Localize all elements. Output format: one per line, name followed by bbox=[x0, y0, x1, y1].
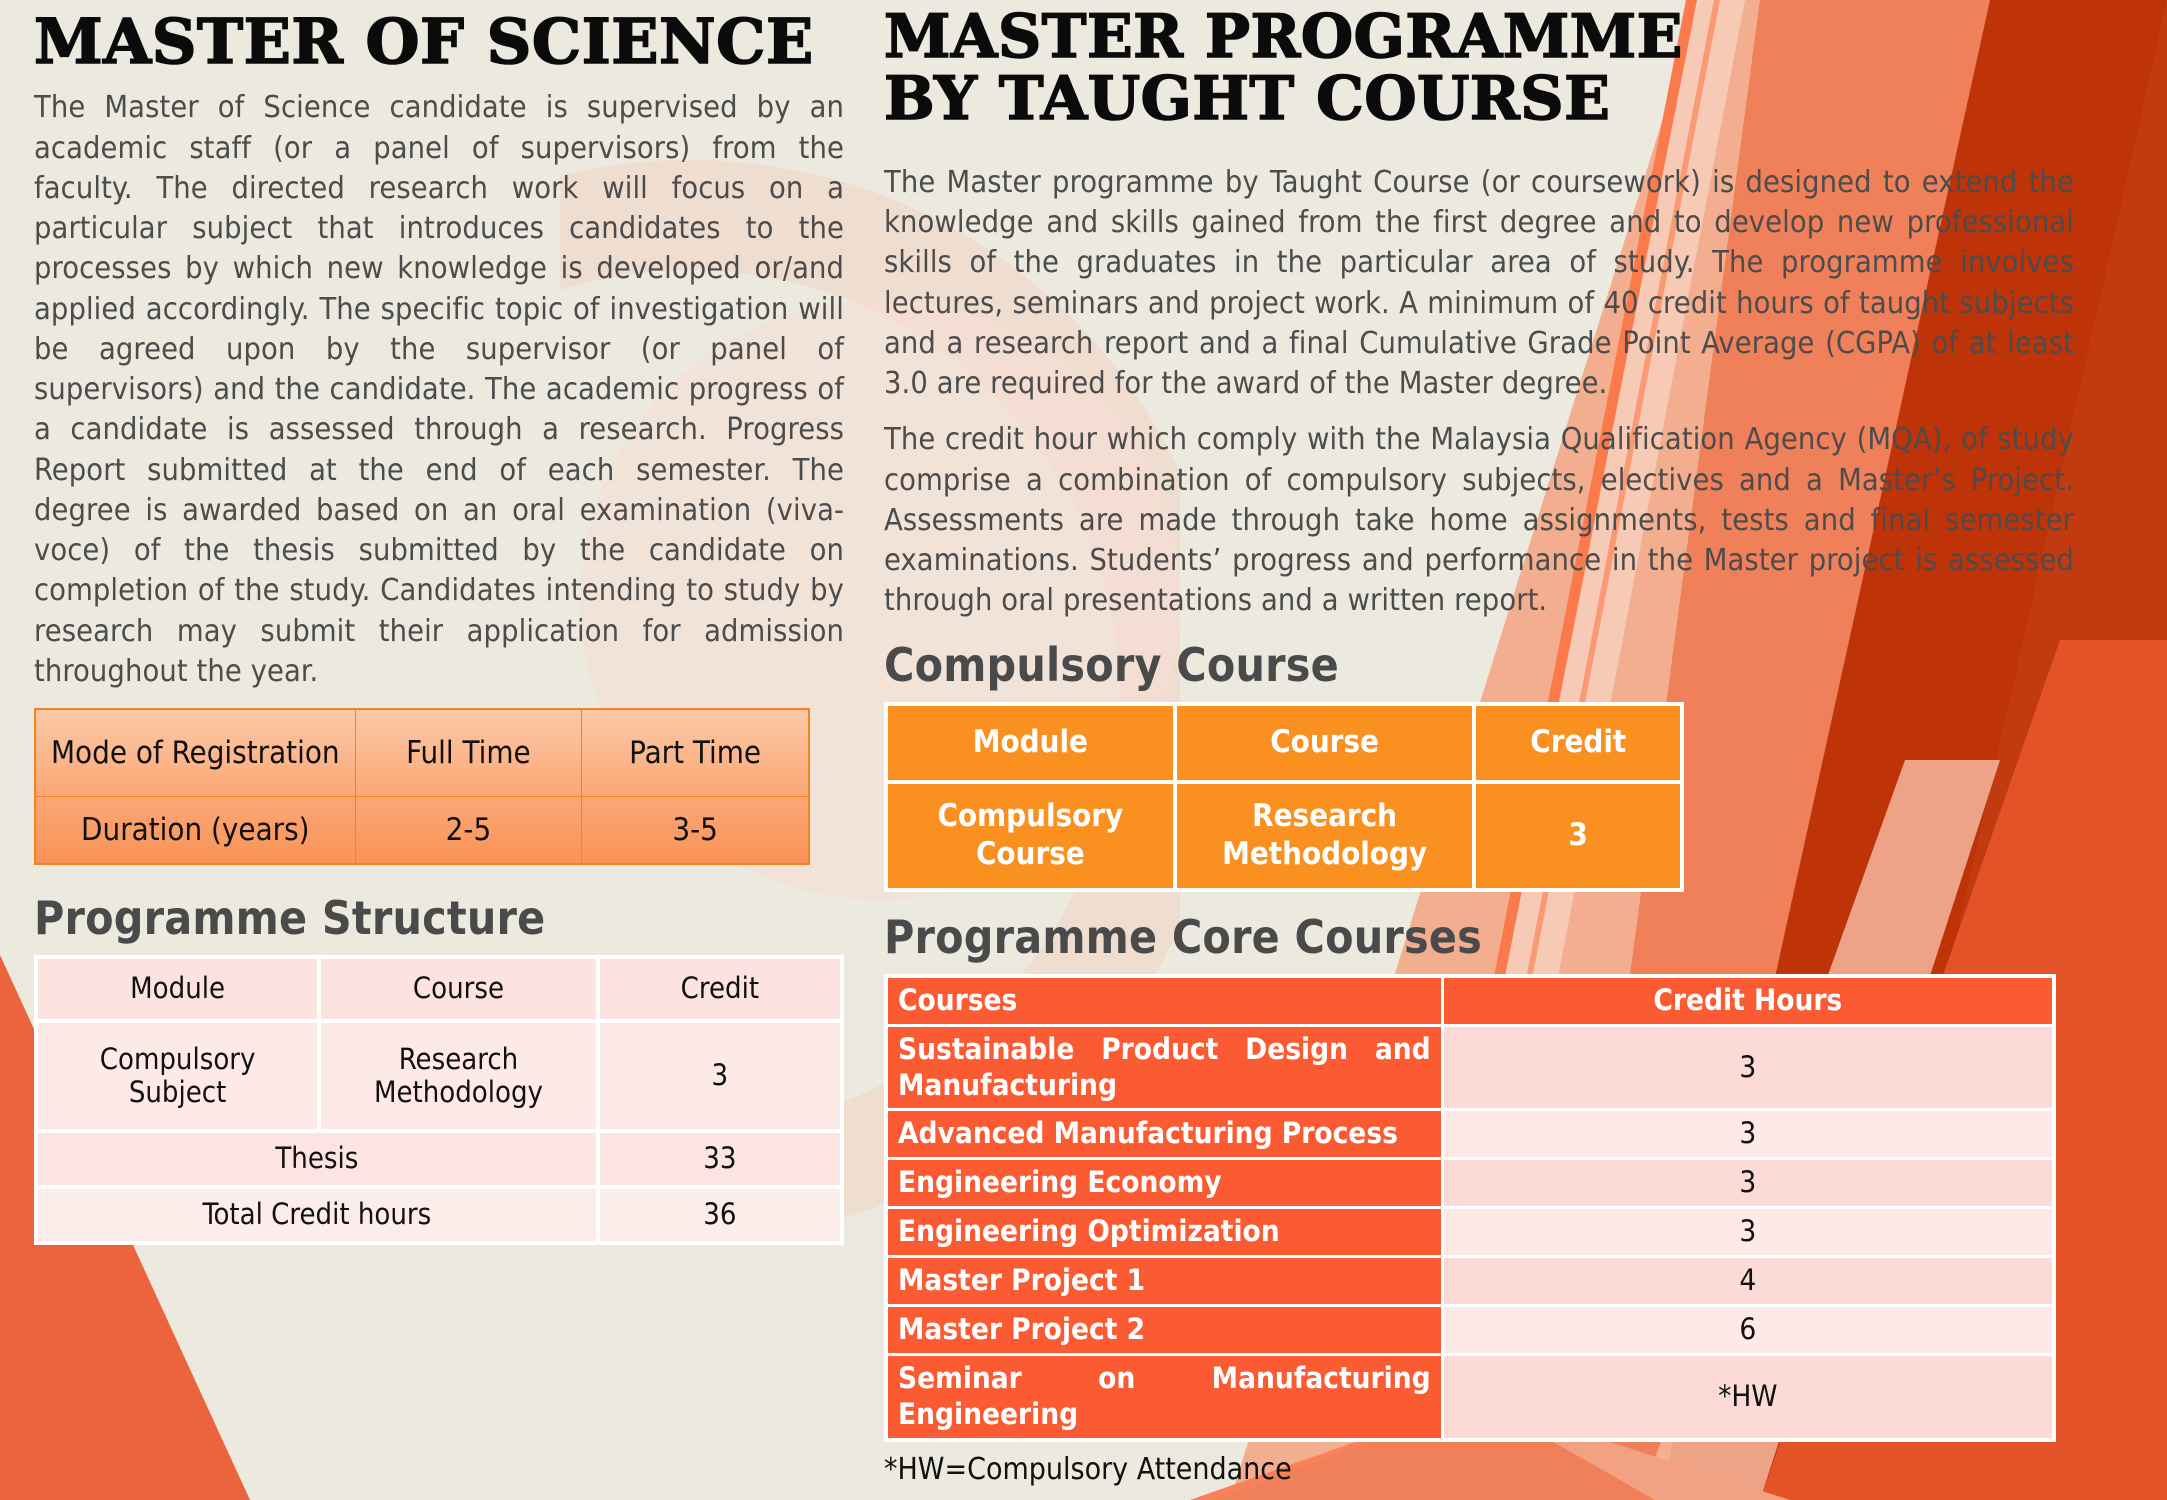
spacer bbox=[34, 865, 844, 891]
table-row-header bbox=[886, 704, 1682, 782]
left-column bbox=[34, 5, 844, 1245]
heading-programme-core-courses: Programme Core Courses bbox=[884, 909, 1482, 964]
cell-module-compulsory-subject: Compulsory Subject bbox=[36, 1021, 319, 1131]
page-title-line-1: MASTER PROGRAMME bbox=[884, 2, 1683, 72]
cell-duration-full-time: 2-5 bbox=[355, 797, 582, 865]
cell-duration-part-time: 3-5 bbox=[582, 797, 809, 865]
cell-course-sustainable-product-design: Sustainable Product Design and Manufacturing bbox=[886, 1025, 1442, 1110]
table-row bbox=[36, 1131, 842, 1187]
cell-credit-engineering-optimization: 3 bbox=[1442, 1208, 2054, 1257]
cell-course-research-methodology: Research Methodology bbox=[1175, 782, 1475, 890]
cell-duration-label: Duration (years) bbox=[35, 797, 355, 865]
cell-thesis-credit: 33 bbox=[598, 1131, 842, 1187]
cell-header-course: Course bbox=[319, 957, 597, 1021]
cell-credit-engineering-economy: 3 bbox=[1442, 1159, 2054, 1208]
cell-course-engineering-economy: Engineering Economy bbox=[886, 1159, 1442, 1208]
spacer bbox=[884, 892, 2074, 910]
table-row-header bbox=[886, 976, 2054, 1025]
compulsory-course-table bbox=[884, 702, 1684, 892]
cell-course-master-project-2: Master Project 2 bbox=[886, 1306, 1442, 1355]
cell-part-time: Part Time bbox=[582, 709, 809, 797]
cell-header-course: Course bbox=[1175, 704, 1475, 782]
cell-course-research-methodology: Research Methodology bbox=[319, 1021, 597, 1131]
cell-header-credit: Credit bbox=[1474, 704, 1682, 782]
cell-total-credit-hours-value: 36 bbox=[598, 1187, 842, 1243]
cell-header-credit-hours: Credit Hours bbox=[1442, 976, 2054, 1025]
cell-module-compulsory-course: Compulsory Course bbox=[886, 782, 1175, 890]
cell-credit-research-methodology: 3 bbox=[598, 1021, 842, 1131]
cell-credit-advanced-manufacturing-process: 3 bbox=[1442, 1110, 2054, 1159]
cell-credit-master-project-1: 4 bbox=[1442, 1257, 2054, 1306]
cell-header-courses: Courses bbox=[886, 976, 1442, 1025]
table-row bbox=[886, 1355, 2054, 1440]
table-row-header bbox=[36, 957, 842, 1021]
page-title-line-2: BY TAUGHT COURSE bbox=[884, 64, 1611, 135]
page-title-master-programme bbox=[884, 2, 2074, 135]
cell-header-module: Module bbox=[36, 957, 319, 1021]
table-row bbox=[886, 1306, 2054, 1355]
cell-mode-of-registration: Mode of Registration bbox=[35, 709, 355, 797]
cell-credit-value: 3 bbox=[1474, 782, 1682, 890]
programme-structure-table bbox=[34, 955, 844, 1245]
table-row bbox=[36, 1187, 842, 1243]
page-title-master-of-science: MASTER OF SCIENCE bbox=[34, 5, 814, 78]
table-row-duration bbox=[35, 797, 809, 865]
spacer bbox=[884, 145, 2074, 163]
table-row bbox=[886, 1159, 2054, 1208]
table-row bbox=[886, 1110, 2054, 1159]
table-row bbox=[36, 1021, 842, 1131]
cell-course-engineering-optimization: Engineering Optimization bbox=[886, 1208, 1442, 1257]
cell-credit-master-project-2: 6 bbox=[1442, 1306, 2054, 1355]
heading-compulsory-course: Compulsory Course bbox=[884, 637, 1339, 692]
cell-header-module: Module bbox=[886, 704, 1175, 782]
cell-credit-sustainable-product-design: 3 bbox=[1442, 1025, 2054, 1110]
table-row-header bbox=[35, 709, 809, 797]
table-row bbox=[886, 1208, 2054, 1257]
master-of-science-intro-paragraph: The Master of Science candidate is supervised by an academic staff (or a panel of supervisors) from the faculty. The directed research work will focus on a particular subject that introduces candidates to the processes by which new knowledge is developed or/and applied accordingly. The specific topic of investigation will be agreed upon by the supervisor (or panel of supervisors) and the candidate. The academic progress of a candidate is assessed through a research. Progress Report submitted at the end of each semester. The degree is awarded based on an oral examination (viva-voce) of the thesis submitted by the candidate on completion of the study. Candidates intending to study by research may submit their application for admission throughout the year. bbox=[34, 90, 844, 689]
cell-course-advanced-manufacturing-process: Advanced Manufacturing Process bbox=[886, 1110, 1442, 1159]
footnote-hw-definition: *HW=Compulsory Attendance bbox=[884, 1452, 1292, 1488]
cell-thesis-label: Thesis bbox=[36, 1131, 598, 1187]
cell-total-credit-hours-label: Total Credit hours bbox=[36, 1187, 598, 1243]
cell-course-master-project-1: Master Project 1 bbox=[886, 1257, 1442, 1306]
cell-credit-seminar-on-manufacturing-engineering: *HW bbox=[1442, 1355, 2054, 1440]
cell-header-credit: Credit bbox=[598, 957, 842, 1021]
cell-full-time: Full Time bbox=[355, 709, 582, 797]
table-row bbox=[886, 782, 1682, 890]
heading-programme-structure: Programme Structure bbox=[34, 891, 546, 946]
mode-of-registration-table bbox=[34, 708, 810, 865]
right-column bbox=[884, 2, 2074, 1488]
taught-course-paragraph-2: The credit hour which comply with the Malaysia Qualification Agency (MQA), of study comprise a combination of compulsory subjects, electives and a Master’s Project. Assessments are made through take home assignments, tests and final semester examinations. Students’ progress and performance in the Master project is assessed through oral presentations and a written report. bbox=[884, 422, 2074, 619]
table-row bbox=[886, 1025, 2054, 1110]
table-row bbox=[886, 1257, 2054, 1306]
cell-course-seminar-on-manufacturing-engineering: Seminar on Manufacturing Engineering bbox=[886, 1355, 1442, 1440]
taught-course-paragraph-1: The Master programme by Taught Course (or coursework) is designed to extend the knowledge and skills gained from the first degree and to develop new professional skills of the graduates in the particular area of study. The programme involves lectures, seminars and project work. A minimum of 40 credit hours of taught subjects and a research report and a final Cumulative Grade Point Average (CGPA) of at least 3.0 are required for the award of the Master degree. bbox=[884, 164, 2074, 402]
programme-core-courses-table bbox=[884, 974, 2056, 1443]
